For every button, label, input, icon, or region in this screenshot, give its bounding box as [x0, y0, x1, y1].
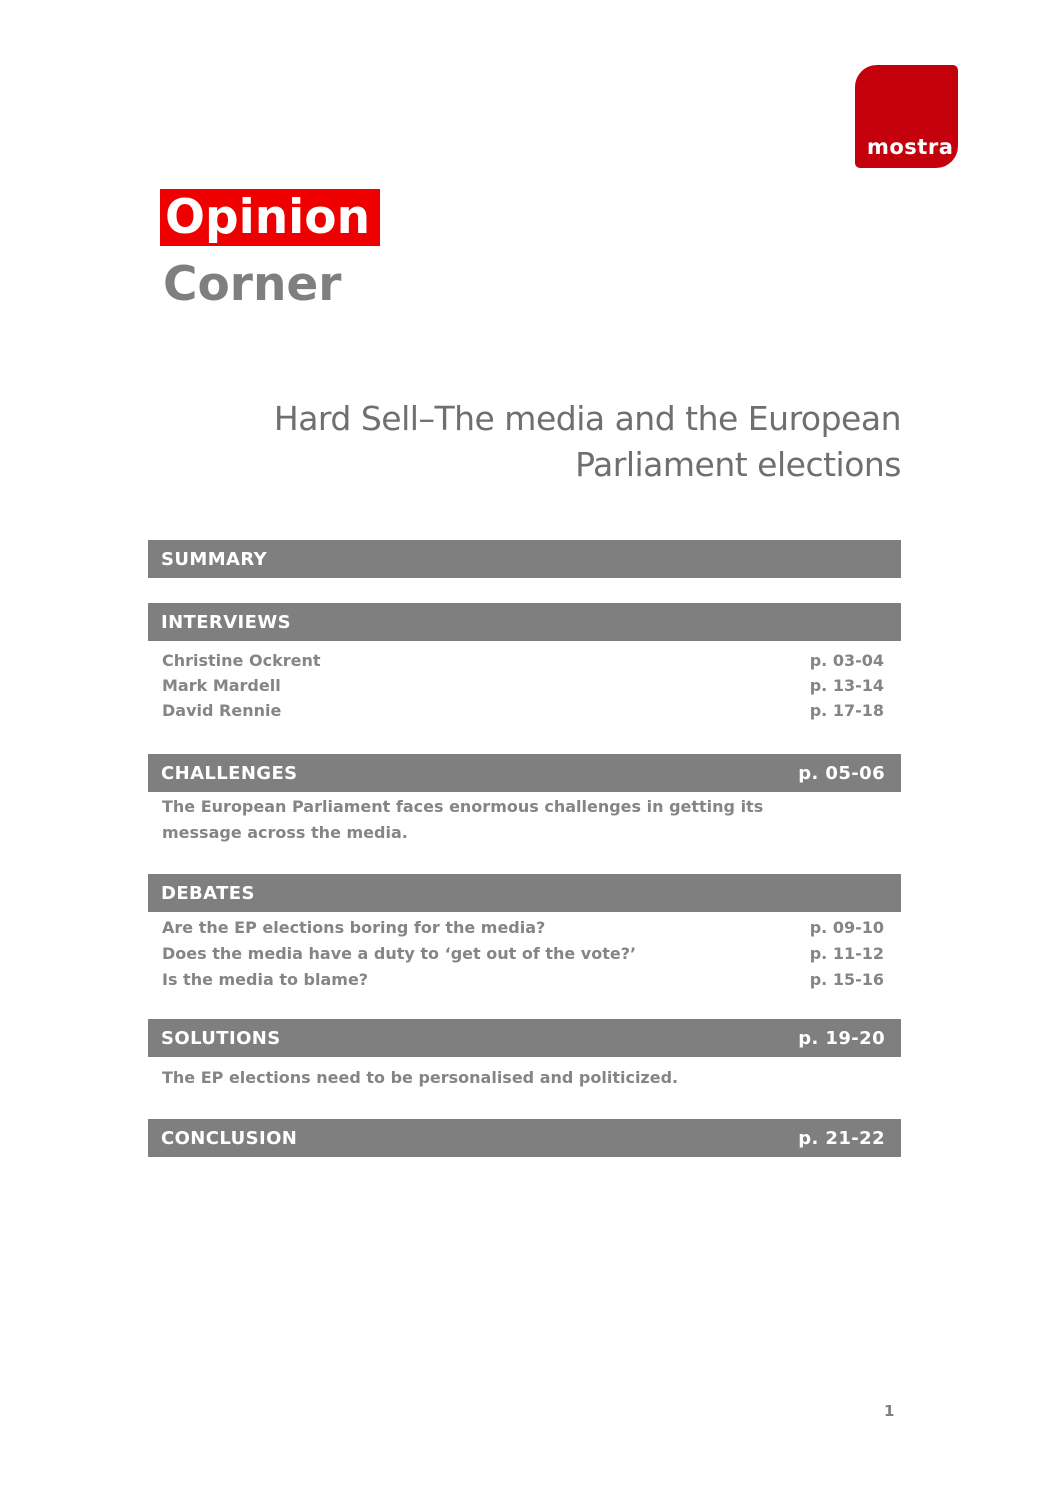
toc-entry-pages: p. 15-16 — [809, 970, 884, 989]
toc-section-pages: p. 19-20 — [798, 1027, 885, 1049]
toc-entry-pages: p. 11-12 — [809, 944, 884, 963]
toc-challenges-note: The European Parliament faces enormous challenges in getting its message across the media. — [162, 797, 764, 842]
toc-section-label: CHALLENGES — [161, 762, 298, 784]
toc-entry[interactable] — [162, 698, 884, 723]
toc-entry[interactable] — [162, 915, 884, 941]
toc-section-label: SUMMARY — [161, 548, 268, 570]
toc-entry-label: David Rennie — [162, 701, 282, 720]
toc-section-label: DEBATES — [161, 882, 255, 904]
toc-entry-pages: p. 03-04 — [809, 651, 884, 670]
toc-section-pages: p. 05-06 — [798, 762, 885, 784]
toc-entry-label: Does the media have a duty to ‘get out of the vote?’ — [162, 944, 637, 963]
toc-entry-pages: p. 13-14 — [809, 676, 884, 695]
mostra-logo-text: mostra — [867, 135, 954, 159]
toc-entry-pages: p. 17-18 — [809, 701, 884, 720]
toc-section-label: SOLUTIONS — [161, 1027, 281, 1049]
toc-entry[interactable] — [162, 673, 884, 698]
toc-entry-label: Is the media to blame? — [162, 970, 369, 989]
toc-section-label: CONCLUSION — [161, 1127, 298, 1149]
mostra-logo — [855, 65, 958, 168]
toc-entry-label: Are the EP elections boring for the media? — [162, 918, 546, 937]
page-number: 1 — [884, 1402, 895, 1420]
toc-entry[interactable] — [162, 967, 884, 993]
toc-section-challenges[interactable] — [148, 754, 901, 792]
toc-section-pages: p. 21-22 — [798, 1127, 885, 1149]
doc-subtitle-line1: Hard Sell–The media and the European — [273, 399, 901, 438]
toc-section-label: INTERVIEWS — [161, 611, 291, 633]
toc-entry-label: Christine Ockrent — [162, 651, 321, 670]
toc-section-conclusion[interactable] — [148, 1119, 901, 1157]
toc-section-solutions[interactable] — [148, 1019, 901, 1057]
toc-entry[interactable] — [162, 941, 884, 967]
doc-title-opinion: Opinion — [160, 189, 380, 246]
toc-section-summary[interactable] — [148, 540, 901, 578]
toc-interviews-entries — [162, 648, 884, 723]
toc-entry-label: Mark Mardell — [162, 676, 281, 695]
toc-entry[interactable] — [162, 648, 884, 673]
doc-title-corner: Corner — [163, 257, 342, 312]
toc-debates-entries — [162, 915, 884, 993]
toc-section-debates[interactable] — [148, 874, 901, 912]
toc-section-interviews[interactable] — [148, 603, 901, 641]
doc-subtitle-line2: Parliament elections — [575, 445, 901, 484]
toc-solutions-note: The EP elections need to be personalised and politicized. — [162, 1068, 679, 1087]
toc-entry-pages: p. 09-10 — [809, 918, 884, 937]
doc-subtitle — [141, 396, 901, 488]
